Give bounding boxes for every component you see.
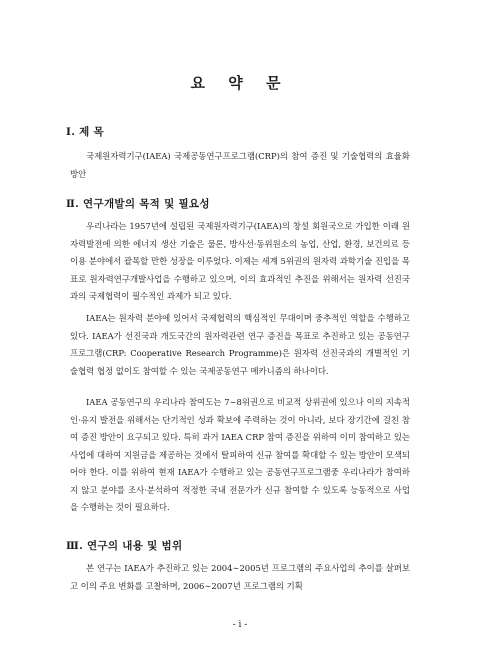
page-title: 요 약 문: [190, 74, 290, 92]
section-3-paragraph-1: 본 연구는 IAEA가 추진하고 있는 2004∼2005년 프로그램의 주요사업의 추이를 살펴보고 이의 주요 변화를 고찰하며, 2006∼2007년 프로그램의 기획: [70, 563, 410, 591]
section-2-paragraph-2: IAEA는 원자력 분야에 있어서 국제협력의 핵심적인 무대이며 중추적인 역할을 수행하고 있다. IAEA가 선진국과 개도국간의 원자력관련 연구 증진을 목표로 추진하고 있는 공동연구프로그램(CRP: Cooperative Research Programme)은 원자력 선진국과의 개별적인 기술협력 협정 없이도 참여할 수 있는 국제공동연구 메카니즘의 하나이다.: [70, 313, 410, 376]
section-3-heading: Ⅲ. 연구의 내용 및 범위: [66, 540, 183, 552]
section-2-heading: Ⅱ. 연구개발의 목적 및 필요성: [66, 198, 210, 210]
section-1-paragraph-1: 국제원자력기구(IAEA) 국제공동연구프로그램(CRP)의 참여 증진 및 기술협력의 효율화 방안: [70, 151, 410, 179]
section-2-paragraph-3: IAEA 공동연구의 우리나라 참여도는 7∼8위권으로 비교적 상위권에 있으나 이의 지속적인·유지 발전을 위해서는 단기적인 성과 확보에 주력하는 것이 아니라, 보다 장기간에 걸친 참여 증진 방안이 요구되고 있다. 특히 과거 IAEA CRP 참여 증진을 위하여 이미 참여하고 있는 사업에 대하여 지원금을 제공하는 것에서 탈피하여 신규 참여를 확대할 수 있는 방안이 모색되어야 한다. 이를 위하여 현재 IAEA가 수행하고 있는 공동연구프로그램중 우리나라가 참여하지 않고 분야를 조사·분석하여 적정한 국내 전문가가 신규 참여할 수 있도록 능동적으로 사업을 수행하는 것이 필요하다.: [70, 397, 410, 512]
section-2-paragraph-1: 우리나라는 1957년에 설립된 국제원자력기구(IAEA)의 창설 회원국으로 가입한 이래 원자력발전에 의한 에너지 생산 기술은 물론, 방사선·동위원소의 농업, 산업, 환경, 보건의료 등 이용 분야에서 괄목할 만한 성장을 이루었다. 이제는 세계 5위권의 원자력 과학기술 진입을 목표로 원자력연구개발사업을 수행하고 있으며, 이의 효과적인 추진을 위해서는 원자력 선진국과의 국제협력이 필수적인 과제가 되고 있다.: [70, 221, 410, 301]
section-1-heading: Ⅰ. 제 목: [66, 126, 104, 138]
page-number: - i -: [232, 620, 248, 630]
